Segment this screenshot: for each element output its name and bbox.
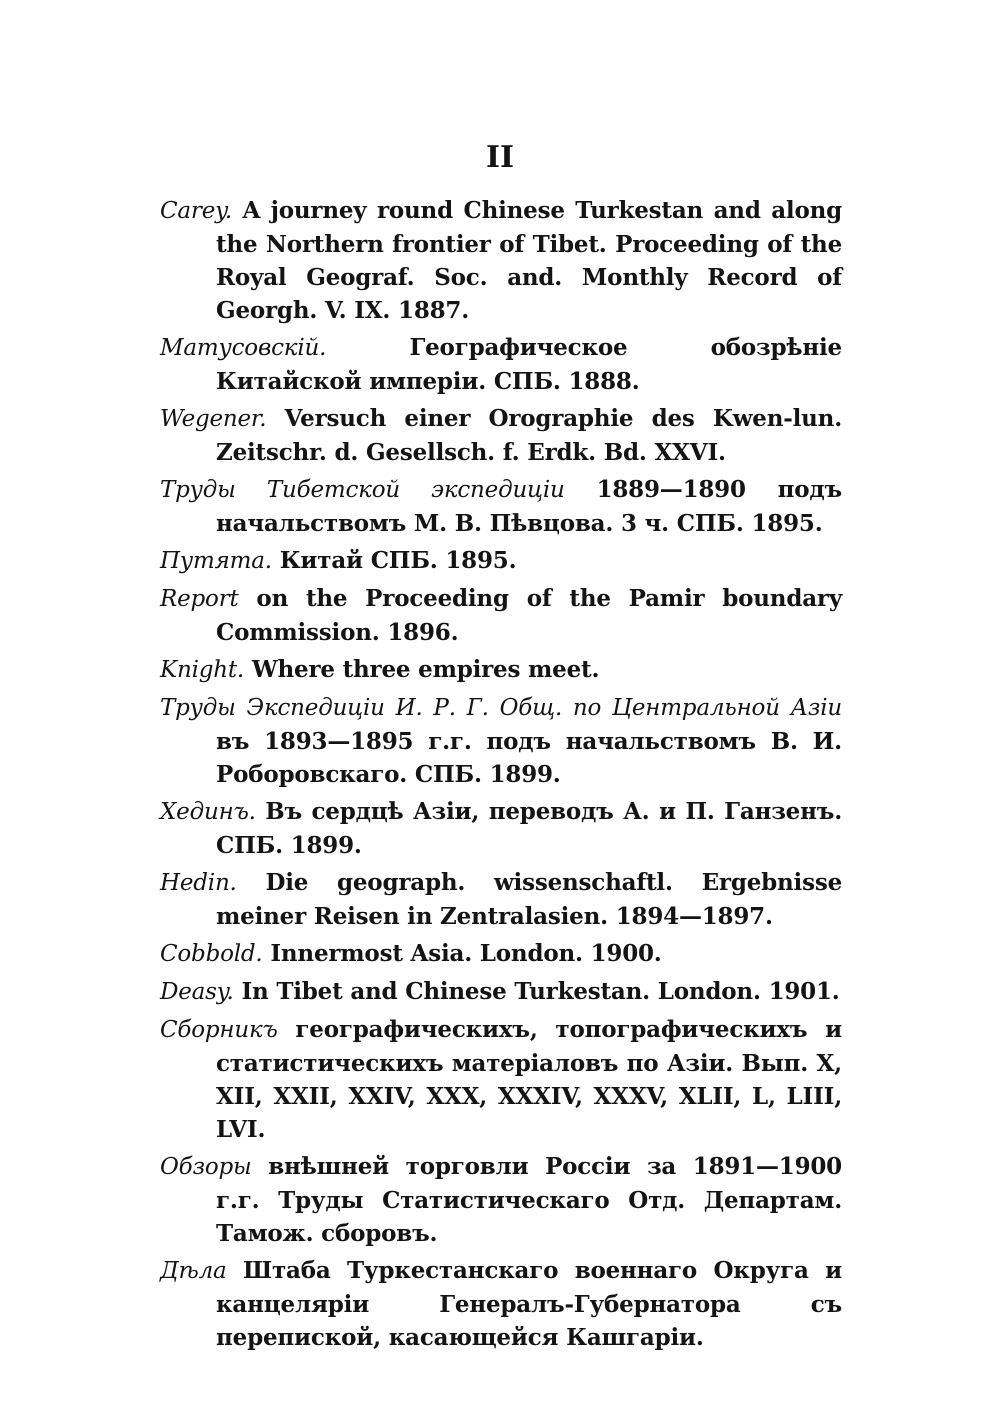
bibliography-entry [160, 402, 842, 469]
entry-text: Китай СПБ. 1895. [279, 547, 517, 574]
bibliography-entry [160, 194, 842, 327]
entry-text: географическихъ, топографическихъ и статистическихъ матеріаловъ по Азіи. Вып. X, XII, XXII, XXIV, XXX, XXXIV, XXXV, XLII, L, LIII, LVI. [216, 1016, 842, 1143]
entry-author: Cobbold. [160, 941, 263, 967]
entry-text: Географическое обозрѣніе Китайской имперіи. СПБ. 1888. [216, 334, 842, 395]
entry-text: A journey round Chinese Turkestan and along the Northern frontier of Tibet. Proceeding of the Royal Geograf. Soc. and. Monthly Record of Georgh. V. IX. 1887. [216, 197, 842, 324]
bibliography-entry [160, 653, 842, 687]
entry-author: Труды Экспедиціи И. Р. Г. Общ. по Центральной Азіи [160, 695, 842, 721]
entry-text: 1889—1890 подъ начальствомъ М. В. Пѣвцова. 3 ч. СПБ. 1895. [216, 476, 843, 537]
bibliography-entry [160, 691, 842, 791]
bibliography-entry [160, 866, 842, 933]
entry-author: Путята. [160, 548, 272, 574]
entry-text: внѣшней торговли Россіи за 1891—1900 г.г. Труды Статистическаго Отд. Департам. Тамож. сборовъ. [216, 1153, 842, 1247]
bibliography-entry [160, 582, 842, 649]
bibliography-entry [160, 937, 842, 971]
entry-text: In Tibet and Chinese Turkestan. London. 1901. [241, 978, 840, 1005]
entry-author: Knight. [160, 657, 245, 683]
entry-author: Хединъ. [160, 799, 256, 825]
bibliography-entry [160, 331, 842, 398]
entry-author: Дѣла [160, 1258, 227, 1284]
entry-text: Въ сердцѣ Азіи, переводъ А. и П. Ганзенъ. СПБ. 1899. [216, 798, 842, 859]
entry-author: Report [160, 586, 239, 612]
bibliography-entry [160, 1254, 842, 1354]
entry-author: Carey. [160, 198, 232, 224]
entry-author: Hedin. [160, 870, 237, 896]
entry-text: въ 1893—1895 г.г. подъ начальствомъ В. И. Роборовскаго. СПБ. 1899. [216, 728, 842, 788]
bibliography-entry [160, 473, 842, 540]
entry-text: Versuch einer Orographie des Kwen-lun. Zeitschr. d. Gesellsch. f. Erdk. Bd. XXVI. [216, 405, 842, 466]
entry-author: Сборникъ [160, 1017, 278, 1043]
entry-author: Wegener. [160, 406, 267, 432]
bibliography-entry [160, 544, 842, 578]
bibliography-list [160, 194, 842, 1358]
entry-author: Обзоры [160, 1154, 252, 1180]
entry-author: Матусовскій. [160, 335, 327, 361]
bibliography-entry [160, 975, 842, 1009]
bibliography-entry [160, 1150, 842, 1250]
entry-author: Труды Тибетской экспедиціи [160, 477, 565, 503]
entry-author: Deasy. [160, 979, 234, 1005]
entry-text: Штаба Туркестанскаго военнаго Округа и канцеляріи Генералъ-Губернатора съ перепиской, касающейся Кашгаріи. [216, 1257, 842, 1351]
bibliography-entry [160, 1013, 842, 1146]
entry-text: Where three empires meet. [251, 656, 600, 683]
entry-text: on the Proceeding of the Pamir boundary Commission. 1896. [216, 585, 842, 646]
entry-text: Innermost Asia. London. 1900. [270, 940, 662, 967]
entry-text: Die geograph. wissenschaftl. Ergebnisse meiner Reisen in Zentralasien. 1894—1897. [216, 869, 843, 930]
bibliography-entry [160, 795, 842, 862]
page-number: II [485, 140, 515, 175]
